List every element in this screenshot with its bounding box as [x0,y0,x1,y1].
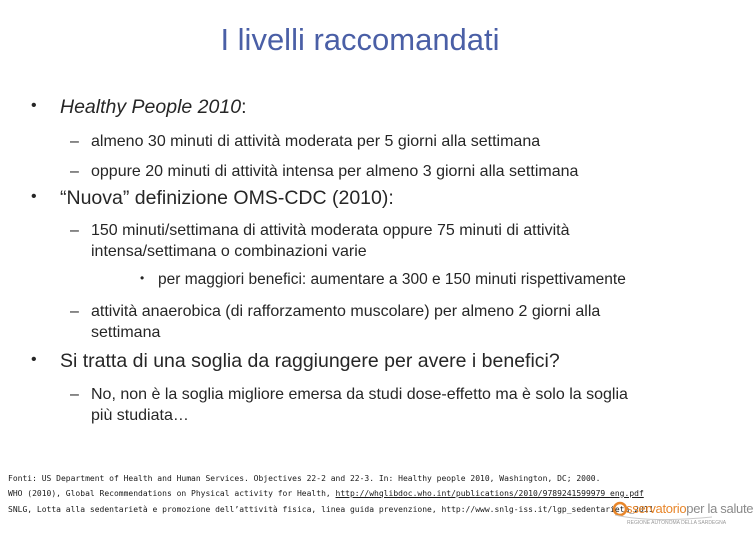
subitem-text: almeno 30 minuti di attività moderata per 5 giorni alla settimana [91,133,541,150]
subitem-line: intensa/settimana o combinazioni varie [91,243,367,260]
bullet-glyph: • [31,188,37,205]
subitem-no-soglia [70,384,691,426]
subitem-line: 150 minuti/settimana di attività moderata oppure 75 minuti di attività [91,222,570,239]
bullet-nuova-definizione [31,187,394,210]
bullet-glyph: • [140,271,145,285]
subitem-150-minuti [70,220,691,262]
dash-glyph: – [70,163,79,180]
bullet-glyph: • [31,351,37,368]
subitem-line: No, non è la soglia migliore emersa da studi dose-effetto ma è solo la soglia [91,386,628,403]
bullet-text: “Nuova” definizione OMS-CDC (2010): [60,187,394,209]
subitem-30-minuti [70,131,691,152]
bullet-text: : [241,96,247,118]
subitem-line: più studiata… [91,407,189,424]
logo-name-part2: per la salute [686,501,753,516]
slide-title: I livelli raccomandati [220,22,500,57]
logo-wordmark [626,501,753,516]
logo-name-part1: sservatorio [626,501,687,516]
bullet-text: Si tratta di una soglia da raggiungere per avere i benefici? [60,350,560,372]
logo-subtitle: REGIONE AUTONOMA DELLA SARDEGNA [627,520,727,526]
subitem-line: settimana [91,324,161,341]
subitem-20-minuti [70,161,691,182]
bullet-soglia [31,350,560,373]
reference-line: Fonti: US Department of Health and Human Services. Objectives 22-2 and 22-3. In: Healthy people 2010, Washington, DC; 2000. [8,474,601,483]
dash-glyph: – [70,386,79,403]
reference-link[interactable]: http://whqlibdoc.who.int/publications/2010/9789241599979_eng.pdf [335,489,644,498]
subitem-text: oppure 20 minuti di attività intensa per almeno 3 giorni alla settimana [91,163,579,180]
subitem-anaerobica [70,301,691,343]
subsubitem-text: per maggiori benefici: aumentare a 300 e 150 minuti rispettivamente [158,271,626,288]
reference-text: WHO (2010), Global Recommendations on Physical activity for Health, [8,489,336,498]
dash-glyph: – [70,303,79,320]
bullet-healthy-people [31,96,247,119]
reference-line [8,489,644,498]
dash-glyph: – [70,133,79,150]
subsubitem-maggiori-benefici [140,271,626,289]
osservatorio-logo [612,497,753,533]
bullet-italic-text: Healthy People 2010 [60,96,242,118]
subitem-line: attività anaerobica (di rafforzamento muscolare) per almeno 2 giorni alla [91,303,601,320]
reference-line: SNLG, Lotta alla sedentarietà e promozione dell’attività fisica, linea guida prevenzione, http://www.snlg-iss.it/lgp_sedentarieta_2011 [8,505,654,514]
dash-glyph: – [70,222,79,239]
bullet-glyph: • [31,97,37,114]
